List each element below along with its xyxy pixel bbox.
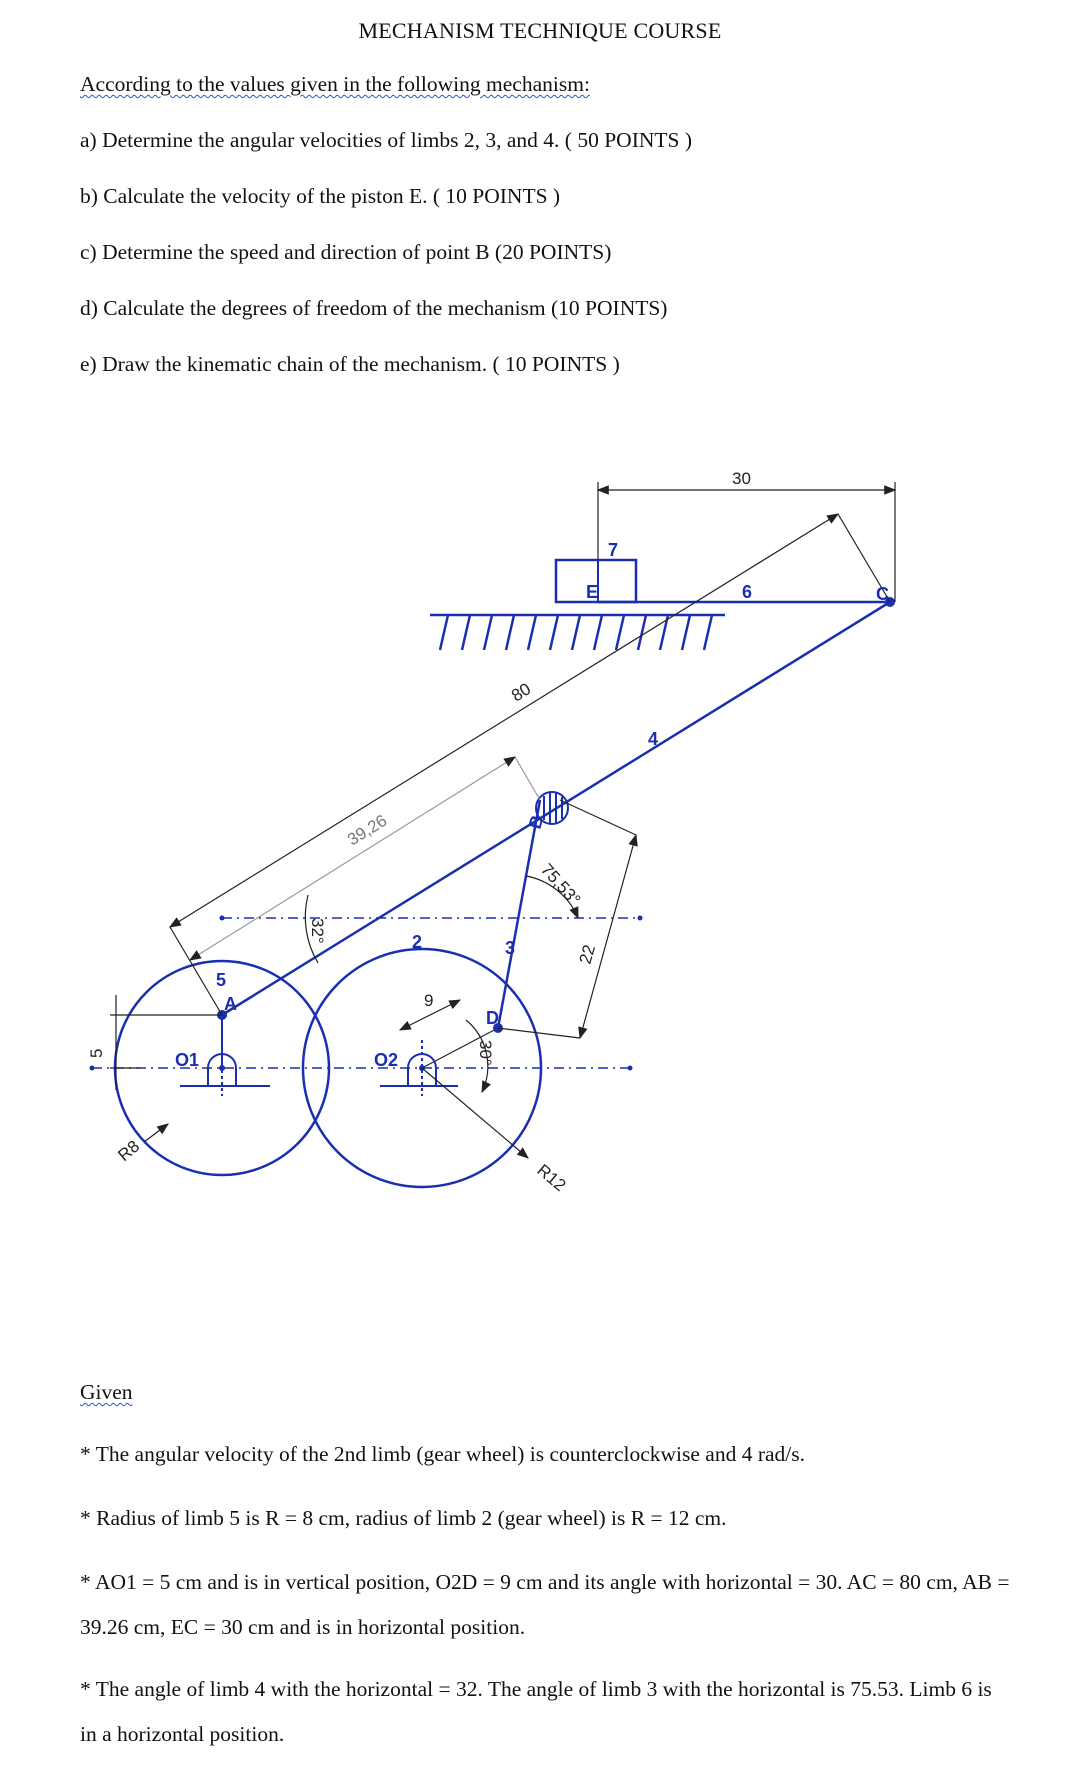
label-limb-3: 3 <box>505 938 516 958</box>
dim-39-26-label: 39,26 <box>344 810 391 850</box>
question-c: c) Determine the speed and direction of point B (20 POINTS) <box>80 240 612 264</box>
dim-80-label: 80 <box>508 679 535 706</box>
dim-r12-label: R12 <box>533 1160 570 1196</box>
question-e: e) Draw the kinematic chain of the mechanism. ( 10 POINTS ) <box>80 352 620 376</box>
dimension-80 <box>170 514 890 1015</box>
dim-r8-label: R8 <box>114 1136 144 1166</box>
label-limb-5: 5 <box>216 970 227 990</box>
dim-22-label: 22 <box>575 942 600 967</box>
dim-9-label: 9 <box>424 991 434 1010</box>
label-o2: O2 <box>374 1050 399 1070</box>
given-item-3: * AO1 = 5 cm and is in vertical position, O2D = 9 cm and its angle with horizontal = 30. AC = 80 cm, AB = 39.26 cm, EC = 30 cm and is in horizontal position. <box>80 1570 1010 1639</box>
question-b: b) Calculate the velocity of the piston E. ( 10 POINTS ) <box>80 184 561 208</box>
given-heading: Given <box>80 1380 133 1404</box>
label-d: D <box>486 1008 499 1028</box>
dim-32-label: 32° <box>308 918 327 944</box>
dim-30deg-label: 30° <box>476 1040 495 1066</box>
given-item-4: * The angle of limb 4 with the horizontal = 32. The angle of limb 3 with the horizontal is 75.53. Limb 6 is in a horizontal position. <box>80 1677 992 1746</box>
given-item-1: * The angular velocity of the 2nd limb (gear wheel) is counterclockwise and 4 rad/s. <box>80 1442 805 1466</box>
label-b: B <box>524 813 548 832</box>
label-e: E <box>586 582 599 602</box>
label-o1: O1 <box>175 1050 200 1070</box>
dim-30-label: 30 <box>732 469 751 488</box>
label-limb-2: 2 <box>412 932 423 952</box>
intro-text: According to the values given in the following mechanism: <box>80 72 590 96</box>
dim-75-53-label: 75,53° <box>537 859 585 910</box>
page-title: MECHANISM TECHNIQUE COURSE <box>358 18 722 43</box>
dim-5-label: 5 <box>87 1048 106 1058</box>
label-a: A <box>224 994 237 1014</box>
center-lines <box>92 918 640 1068</box>
dimension-39-26 <box>190 757 540 960</box>
ground-hatching <box>430 615 725 650</box>
label-limb-7: 7 <box>608 540 619 560</box>
given-item-2: * Radius of limb 5 is R = 8 cm, radius of limb 2 (gear wheel) is R = 12 cm. <box>80 1506 727 1530</box>
label-c: C <box>876 584 889 604</box>
question-d: d) Calculate the degrees of freedom of the mechanism (10 POINTS) <box>80 296 668 320</box>
label-limb-4: 4 <box>648 729 659 749</box>
question-a: a) Determine the angular velocities of limbs 2, 3, and 4. ( 50 POINTS ) <box>80 128 693 152</box>
link-3 <box>498 800 540 1028</box>
label-limb-6: 6 <box>742 582 753 602</box>
